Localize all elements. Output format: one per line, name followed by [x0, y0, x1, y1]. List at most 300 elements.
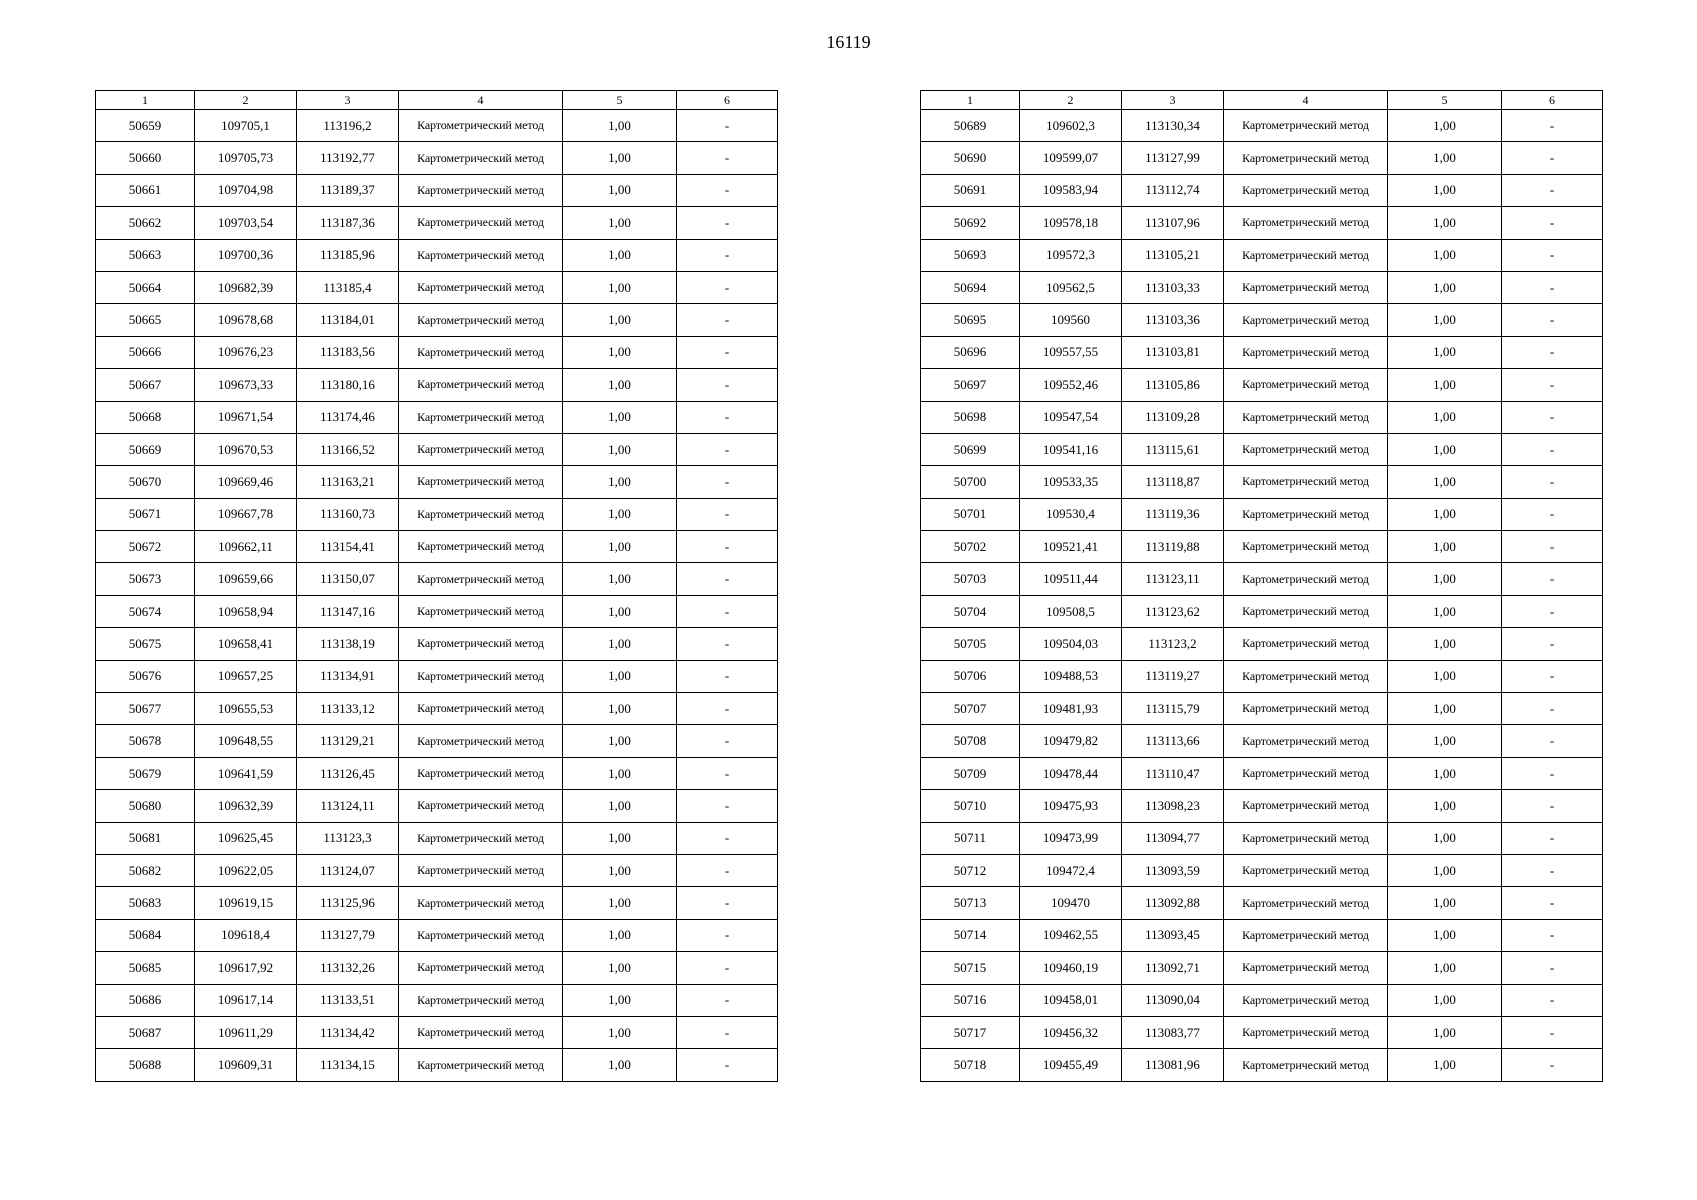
x-coordinate-cell: 109478,44: [1020, 757, 1122, 789]
accuracy-cell: 1,00: [563, 239, 677, 271]
y-coordinate-cell: 113115,79: [1122, 693, 1224, 725]
x-coordinate-cell: 109488,53: [1020, 660, 1122, 692]
y-coordinate-cell: 113092,71: [1122, 952, 1224, 984]
method-cell: Картометрический метод: [399, 433, 563, 465]
point-number-cell: 50717: [921, 1016, 1020, 1048]
note-cell: -: [677, 660, 778, 692]
x-coordinate-cell: 109641,59: [195, 757, 297, 789]
accuracy-cell: 1,00: [563, 919, 677, 951]
method-cell: Картометрический метод: [399, 239, 563, 271]
x-coordinate-cell: 109530,4: [1020, 498, 1122, 530]
note-cell: -: [677, 433, 778, 465]
note-cell: -: [1502, 952, 1603, 984]
y-coordinate-cell: 113123,3: [297, 822, 399, 854]
y-coordinate-cell: 113125,96: [297, 887, 399, 919]
method-cell: Картометрический метод: [399, 207, 563, 239]
column-header: 5: [563, 91, 677, 110]
accuracy-cell: 1,00: [563, 207, 677, 239]
table-row: [96, 725, 778, 757]
accuracy-cell: 1,00: [563, 531, 677, 563]
y-coordinate-cell: 113110,47: [1122, 757, 1224, 789]
table-row: [96, 1049, 778, 1081]
method-cell: Картометрический метод: [1224, 174, 1388, 206]
accuracy-cell: 1,00: [563, 174, 677, 206]
y-coordinate-cell: 113107,96: [1122, 207, 1224, 239]
y-coordinate-cell: 113081,96: [1122, 1049, 1224, 1081]
method-cell: Картометрический метод: [1224, 142, 1388, 174]
method-cell: Картометрический метод: [399, 1049, 563, 1081]
point-number-cell: 50666: [96, 336, 195, 368]
x-coordinate-cell: 109659,66: [195, 563, 297, 595]
accuracy-cell: 1,00: [1388, 369, 1502, 401]
x-coordinate-cell: 109578,18: [1020, 207, 1122, 239]
accuracy-cell: 1,00: [563, 790, 677, 822]
accuracy-cell: 1,00: [563, 984, 677, 1016]
accuracy-cell: 1,00: [1388, 757, 1502, 789]
note-cell: -: [1502, 563, 1603, 595]
y-coordinate-cell: 113184,01: [297, 304, 399, 336]
point-number-cell: 50663: [96, 239, 195, 271]
method-cell: Картометрический метод: [399, 142, 563, 174]
table-row: [96, 401, 778, 433]
accuracy-cell: 1,00: [563, 757, 677, 789]
table-row: [96, 207, 778, 239]
accuracy-cell: 1,00: [563, 725, 677, 757]
note-cell: -: [1502, 595, 1603, 627]
accuracy-cell: 1,00: [1388, 271, 1502, 303]
y-coordinate-cell: 113183,56: [297, 336, 399, 368]
point-number-cell: 50662: [96, 207, 195, 239]
note-cell: -: [1502, 239, 1603, 271]
point-number-cell: 50694: [921, 271, 1020, 303]
note-cell: -: [677, 757, 778, 789]
note-cell: -: [1502, 757, 1603, 789]
point-number-cell: 50700: [921, 466, 1020, 498]
table-row: [921, 239, 1603, 271]
table-row: [96, 887, 778, 919]
accuracy-cell: 1,00: [1388, 563, 1502, 595]
note-cell: -: [1502, 433, 1603, 465]
note-cell: -: [677, 1049, 778, 1081]
x-coordinate-cell: 109609,31: [195, 1049, 297, 1081]
table-row: [96, 952, 778, 984]
x-coordinate-cell: 109456,32: [1020, 1016, 1122, 1048]
x-coordinate-cell: 109676,23: [195, 336, 297, 368]
point-number-cell: 50685: [96, 952, 195, 984]
y-coordinate-cell: 113127,79: [297, 919, 399, 951]
accuracy-cell: 1,00: [1388, 628, 1502, 660]
table-row: [921, 174, 1603, 206]
point-number-cell: 50703: [921, 563, 1020, 595]
table-row: [96, 595, 778, 627]
point-number-cell: 50679: [96, 757, 195, 789]
x-coordinate-cell: 109462,55: [1020, 919, 1122, 951]
note-cell: -: [1502, 693, 1603, 725]
note-cell: -: [1502, 142, 1603, 174]
accuracy-cell: 1,00: [563, 628, 677, 660]
coordinates-table-left: [95, 90, 778, 1082]
x-coordinate-cell: 109572,3: [1020, 239, 1122, 271]
point-number-cell: 50715: [921, 952, 1020, 984]
y-coordinate-cell: 113105,21: [1122, 239, 1224, 271]
method-cell: Картометрический метод: [399, 498, 563, 530]
point-number-cell: 50683: [96, 887, 195, 919]
x-coordinate-cell: 109622,05: [195, 854, 297, 886]
point-number-cell: 50672: [96, 531, 195, 563]
y-coordinate-cell: 113150,07: [297, 563, 399, 595]
note-cell: -: [677, 725, 778, 757]
x-coordinate-cell: 109475,93: [1020, 790, 1122, 822]
accuracy-cell: 1,00: [563, 466, 677, 498]
accuracy-cell: 1,00: [1388, 952, 1502, 984]
x-coordinate-cell: 109557,55: [1020, 336, 1122, 368]
x-coordinate-cell: 109670,53: [195, 433, 297, 465]
note-cell: -: [1502, 110, 1603, 142]
x-coordinate-cell: 109671,54: [195, 401, 297, 433]
accuracy-cell: 1,00: [563, 1016, 677, 1048]
page-number: 16119: [826, 32, 871, 52]
note-cell: -: [677, 628, 778, 660]
accuracy-cell: 1,00: [563, 693, 677, 725]
table-row: [921, 984, 1603, 1016]
table-row: [921, 660, 1603, 692]
x-coordinate-cell: 109682,39: [195, 271, 297, 303]
method-cell: Картометрический метод: [1224, 595, 1388, 627]
y-coordinate-cell: 113187,36: [297, 207, 399, 239]
note-cell: -: [1502, 887, 1603, 919]
y-coordinate-cell: 113196,2: [297, 110, 399, 142]
x-coordinate-cell: 109541,16: [1020, 433, 1122, 465]
x-coordinate-cell: 109662,11: [195, 531, 297, 563]
table-row: [96, 498, 778, 530]
method-cell: Картометрический метод: [399, 822, 563, 854]
method-cell: Картометрический метод: [1224, 660, 1388, 692]
table-row: [96, 369, 778, 401]
point-number-cell: 50702: [921, 531, 1020, 563]
column-header: 5: [1388, 91, 1502, 110]
table-row: [921, 433, 1603, 465]
y-coordinate-cell: 113185,96: [297, 239, 399, 271]
point-number-cell: 50693: [921, 239, 1020, 271]
table-row: [921, 207, 1603, 239]
method-cell: Картометрический метод: [399, 887, 563, 919]
x-coordinate-cell: 109455,49: [1020, 1049, 1122, 1081]
column-header: 1: [921, 91, 1020, 110]
x-coordinate-cell: 109705,1: [195, 110, 297, 142]
note-cell: -: [1502, 822, 1603, 854]
x-coordinate-cell: 109472,4: [1020, 854, 1122, 886]
note-cell: -: [1502, 531, 1603, 563]
method-cell: Картометрический метод: [399, 304, 563, 336]
x-coordinate-cell: 109511,44: [1020, 563, 1122, 595]
method-cell: Картометрический метод: [1224, 304, 1388, 336]
table-row: [96, 466, 778, 498]
point-number-cell: 50659: [96, 110, 195, 142]
x-coordinate-cell: 109599,07: [1020, 142, 1122, 174]
y-coordinate-cell: 113103,81: [1122, 336, 1224, 368]
table-row: [921, 854, 1603, 886]
point-number-cell: 50707: [921, 693, 1020, 725]
table-row: [921, 531, 1603, 563]
method-cell: Картометрический метод: [399, 110, 563, 142]
note-cell: -: [677, 174, 778, 206]
method-cell: Картометрический метод: [399, 336, 563, 368]
point-number-cell: 50674: [96, 595, 195, 627]
point-number-cell: 50689: [921, 110, 1020, 142]
table-row: [96, 110, 778, 142]
table-row: [96, 142, 778, 174]
table-row: [921, 628, 1603, 660]
point-number-cell: 50668: [96, 401, 195, 433]
x-coordinate-cell: 109560: [1020, 304, 1122, 336]
x-coordinate-cell: 109602,3: [1020, 110, 1122, 142]
point-number-cell: 50708: [921, 725, 1020, 757]
note-cell: -: [677, 984, 778, 1016]
note-cell: -: [1502, 725, 1603, 757]
accuracy-cell: 1,00: [563, 563, 677, 595]
point-number-cell: 50714: [921, 919, 1020, 951]
y-coordinate-cell: 113103,33: [1122, 271, 1224, 303]
y-coordinate-cell: 113134,91: [297, 660, 399, 692]
method-cell: Картометрический метод: [1224, 531, 1388, 563]
point-number-cell: 50680: [96, 790, 195, 822]
x-coordinate-cell: 109508,5: [1020, 595, 1122, 627]
y-coordinate-cell: 113119,36: [1122, 498, 1224, 530]
table-row: [96, 757, 778, 789]
point-number-cell: 50675: [96, 628, 195, 660]
note-cell: -: [1502, 498, 1603, 530]
point-number-cell: 50695: [921, 304, 1020, 336]
table-row: [921, 952, 1603, 984]
x-coordinate-cell: 109669,46: [195, 466, 297, 498]
point-number-cell: 50696: [921, 336, 1020, 368]
point-number-cell: 50687: [96, 1016, 195, 1048]
y-coordinate-cell: 113189,37: [297, 174, 399, 206]
method-cell: Картометрический метод: [1224, 433, 1388, 465]
point-number-cell: 50691: [921, 174, 1020, 206]
x-coordinate-cell: 109618,4: [195, 919, 297, 951]
table-header-row: [921, 91, 1603, 110]
table-row: [96, 822, 778, 854]
table-row: [96, 628, 778, 660]
method-cell: Картометрический метод: [399, 628, 563, 660]
note-cell: -: [1502, 271, 1603, 303]
note-cell: -: [677, 952, 778, 984]
note-cell: -: [677, 563, 778, 595]
accuracy-cell: 1,00: [563, 336, 677, 368]
y-coordinate-cell: 113134,15: [297, 1049, 399, 1081]
x-coordinate-cell: 109533,35: [1020, 466, 1122, 498]
accuracy-cell: 1,00: [1388, 595, 1502, 627]
note-cell: -: [677, 304, 778, 336]
table-row: [96, 1016, 778, 1048]
y-coordinate-cell: 113132,26: [297, 952, 399, 984]
table-row: [921, 466, 1603, 498]
y-coordinate-cell: 113147,16: [297, 595, 399, 627]
method-cell: Картометрический метод: [399, 725, 563, 757]
table-row: [921, 498, 1603, 530]
x-coordinate-cell: 109658,94: [195, 595, 297, 627]
method-cell: Картометрический метод: [1224, 693, 1388, 725]
point-number-cell: 50710: [921, 790, 1020, 822]
point-number-cell: 50677: [96, 693, 195, 725]
y-coordinate-cell: 113192,77: [297, 142, 399, 174]
x-coordinate-cell: 109648,55: [195, 725, 297, 757]
note-cell: -: [677, 369, 778, 401]
x-coordinate-cell: 109619,15: [195, 887, 297, 919]
column-header: 6: [1502, 91, 1603, 110]
method-cell: Картометрический метод: [399, 369, 563, 401]
note-cell: -: [677, 271, 778, 303]
note-cell: -: [1502, 984, 1603, 1016]
accuracy-cell: 1,00: [1388, 498, 1502, 530]
point-number-cell: 50706: [921, 660, 1020, 692]
column-header: 2: [195, 91, 297, 110]
point-number-cell: 50701: [921, 498, 1020, 530]
table-row: [921, 336, 1603, 368]
table-row: [96, 531, 778, 563]
note-cell: -: [677, 207, 778, 239]
y-coordinate-cell: 113118,87: [1122, 466, 1224, 498]
x-coordinate-cell: 109673,33: [195, 369, 297, 401]
y-coordinate-cell: 113129,21: [297, 725, 399, 757]
method-cell: Картометрический метод: [399, 563, 563, 595]
accuracy-cell: 1,00: [1388, 531, 1502, 563]
column-header: 3: [1122, 91, 1224, 110]
table-row: [921, 822, 1603, 854]
method-cell: Картометрический метод: [1224, 628, 1388, 660]
accuracy-cell: 1,00: [563, 595, 677, 627]
note-cell: -: [1502, 207, 1603, 239]
accuracy-cell: 1,00: [1388, 433, 1502, 465]
x-coordinate-cell: 109658,41: [195, 628, 297, 660]
accuracy-cell: 1,00: [1388, 336, 1502, 368]
note-cell: -: [1502, 336, 1603, 368]
x-coordinate-cell: 109460,19: [1020, 952, 1122, 984]
point-number-cell: 50678: [96, 725, 195, 757]
y-coordinate-cell: 113185,4: [297, 271, 399, 303]
accuracy-cell: 1,00: [1388, 207, 1502, 239]
table-row: [921, 757, 1603, 789]
method-cell: Картометрический метод: [1224, 110, 1388, 142]
note-cell: -: [677, 1016, 778, 1048]
table-row: [96, 984, 778, 1016]
method-cell: Картометрический метод: [1224, 563, 1388, 595]
note-cell: -: [677, 466, 778, 498]
point-number-cell: 50688: [96, 1049, 195, 1081]
point-number-cell: 50705: [921, 628, 1020, 660]
method-cell: Картометрический метод: [1224, 725, 1388, 757]
note-cell: -: [677, 822, 778, 854]
note-cell: -: [677, 595, 778, 627]
accuracy-cell: 1,00: [1388, 174, 1502, 206]
table-row: [921, 563, 1603, 595]
x-coordinate-cell: 109705,73: [195, 142, 297, 174]
method-cell: Картометрический метод: [1224, 952, 1388, 984]
y-coordinate-cell: 113130,34: [1122, 110, 1224, 142]
accuracy-cell: 1,00: [1388, 1049, 1502, 1081]
method-cell: Картометрический метод: [399, 757, 563, 789]
point-number-cell: 50716: [921, 984, 1020, 1016]
x-coordinate-cell: 109504,03: [1020, 628, 1122, 660]
method-cell: Картометрический метод: [399, 401, 563, 433]
table-row: [921, 110, 1603, 142]
note-cell: -: [677, 110, 778, 142]
table-row: [96, 563, 778, 595]
point-number-cell: 50704: [921, 595, 1020, 627]
y-coordinate-cell: 113180,16: [297, 369, 399, 401]
accuracy-cell: 1,00: [1388, 110, 1502, 142]
method-cell: Картометрический метод: [399, 174, 563, 206]
accuracy-cell: 1,00: [1388, 1016, 1502, 1048]
accuracy-cell: 1,00: [563, 304, 677, 336]
column-header: 4: [1224, 91, 1388, 110]
method-cell: Картометрический метод: [399, 952, 563, 984]
x-coordinate-cell: 109655,53: [195, 693, 297, 725]
table-row: [921, 595, 1603, 627]
x-coordinate-cell: 109521,41: [1020, 531, 1122, 563]
y-coordinate-cell: 113112,74: [1122, 174, 1224, 206]
table-row: [921, 919, 1603, 951]
y-coordinate-cell: 113134,42: [297, 1016, 399, 1048]
note-cell: -: [1502, 466, 1603, 498]
note-cell: -: [1502, 1049, 1603, 1081]
column-header: 1: [96, 91, 195, 110]
table-row: [96, 854, 778, 886]
table-row: [921, 369, 1603, 401]
method-cell: Картометрический метод: [399, 919, 563, 951]
method-cell: Картометрический метод: [1224, 401, 1388, 433]
point-number-cell: 50660: [96, 142, 195, 174]
method-cell: Картометрический метод: [399, 693, 563, 725]
method-cell: Картометрический метод: [1224, 1016, 1388, 1048]
accuracy-cell: 1,00: [563, 369, 677, 401]
accuracy-cell: 1,00: [563, 271, 677, 303]
y-coordinate-cell: 113103,36: [1122, 304, 1224, 336]
point-number-cell: 50684: [96, 919, 195, 951]
method-cell: Картометрический метод: [399, 854, 563, 886]
y-coordinate-cell: 113094,77: [1122, 822, 1224, 854]
method-cell: Картометрический метод: [1224, 498, 1388, 530]
point-number-cell: 50699: [921, 433, 1020, 465]
accuracy-cell: 1,00: [1388, 693, 1502, 725]
method-cell: Картометрический метод: [1224, 369, 1388, 401]
y-coordinate-cell: 113163,21: [297, 466, 399, 498]
point-number-cell: 50664: [96, 271, 195, 303]
column-header: 4: [399, 91, 563, 110]
y-coordinate-cell: 113124,07: [297, 854, 399, 886]
method-cell: Картометрический метод: [1224, 984, 1388, 1016]
point-number-cell: 50665: [96, 304, 195, 336]
note-cell: -: [677, 498, 778, 530]
accuracy-cell: 1,00: [563, 110, 677, 142]
table-row: [921, 887, 1603, 919]
note-cell: -: [677, 142, 778, 174]
note-cell: -: [677, 854, 778, 886]
column-header: 6: [677, 91, 778, 110]
x-coordinate-cell: 109625,45: [195, 822, 297, 854]
note-cell: -: [1502, 1016, 1603, 1048]
accuracy-cell: 1,00: [1388, 854, 1502, 886]
table-row: [96, 174, 778, 206]
table-row: [921, 271, 1603, 303]
method-cell: Картометрический метод: [1224, 919, 1388, 951]
x-coordinate-cell: 109667,78: [195, 498, 297, 530]
y-coordinate-cell: 113166,52: [297, 433, 399, 465]
note-cell: -: [677, 531, 778, 563]
accuracy-cell: 1,00: [563, 887, 677, 919]
accuracy-cell: 1,00: [1388, 822, 1502, 854]
